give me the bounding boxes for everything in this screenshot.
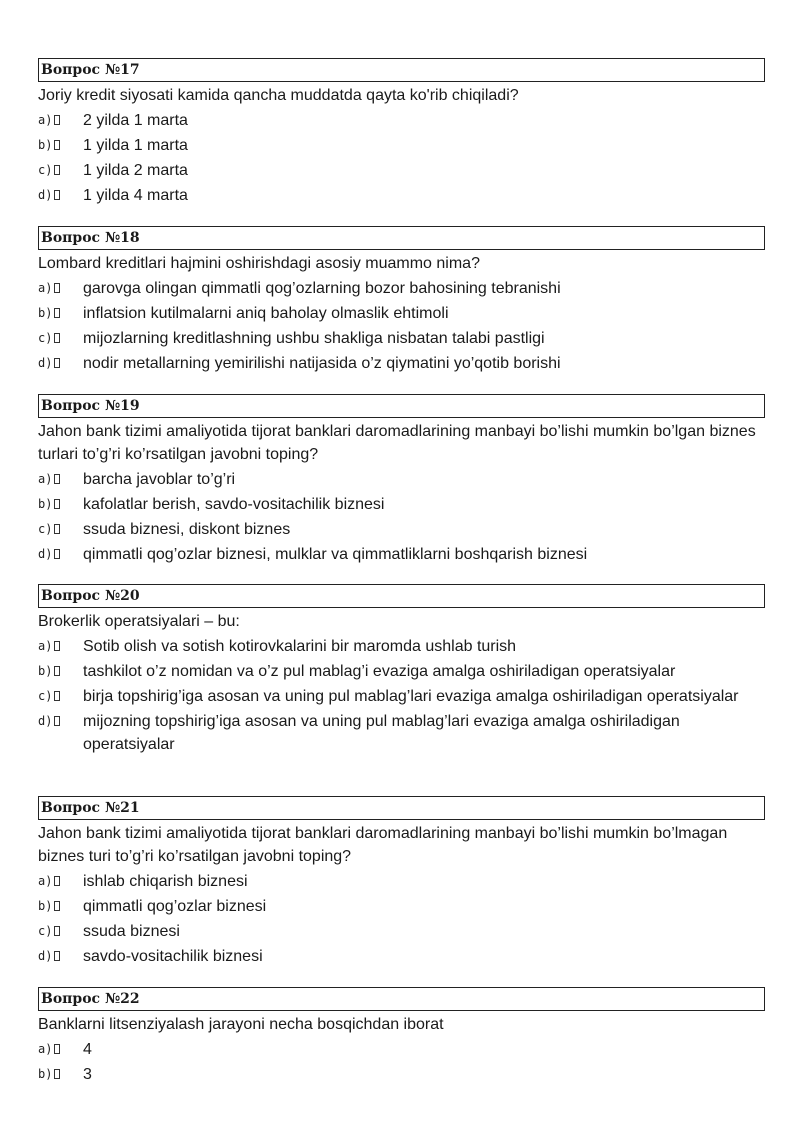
answer-option[interactable]: [38, 518, 765, 541]
option-text: 3: [83, 1066, 92, 1083]
question-block: [38, 226, 765, 377]
answer-option[interactable]: [38, 710, 765, 756]
checkbox-icon[interactable]: [54, 358, 60, 368]
option-key: c): [38, 163, 53, 177]
option-text: 1 yilda 1 marta: [83, 137, 188, 154]
question-block: [38, 987, 765, 1088]
option-key: a): [38, 281, 53, 295]
option-text: Sotib olish va sotish kotirovkalarini bir maromda ushlab turish: [83, 638, 517, 655]
option-key: d): [38, 547, 53, 561]
option-text: mijozlarning kreditlashning ushbu shakliga nisbatan talabi pastligi: [83, 330, 545, 347]
option-key: a): [38, 1042, 53, 1056]
option-key: a): [38, 472, 53, 486]
question-heading: Вопрос №21: [38, 796, 765, 820]
option-text: 1 yilda 2 marta: [83, 162, 188, 179]
option-key: c): [38, 522, 53, 536]
answer-option[interactable]: [38, 134, 765, 157]
answer-option[interactable]: [38, 1063, 765, 1086]
option-key: d): [38, 188, 53, 202]
option-key: a): [38, 113, 53, 127]
question-heading: Вопрос №18: [38, 226, 765, 250]
answer-option[interactable]: [38, 1038, 765, 1061]
question-text: Jahon bank tizimi amaliyotida tijorat banklari daromadlarining manbayi bo’lishi mumkin bo’lgan biznes turlari to’g’ri ko’rsatilgan javobni toping?: [38, 423, 756, 463]
question-block: [38, 394, 765, 568]
option-key: c): [38, 689, 53, 703]
option-key: b): [38, 138, 53, 152]
answer-option[interactable]: [38, 159, 765, 182]
checkbox-icon[interactable]: [54, 666, 60, 676]
question-block: [38, 58, 765, 209]
answer-option[interactable]: [38, 920, 765, 943]
option-key: d): [38, 356, 53, 370]
option-key: c): [38, 924, 53, 938]
answer-option[interactable]: [38, 685, 765, 708]
answer-option[interactable]: [38, 468, 765, 491]
checkbox-icon[interactable]: [54, 926, 60, 936]
checkbox-icon[interactable]: [54, 951, 60, 961]
answer-option[interactable]: [38, 493, 765, 516]
question-text: Brokerlik operatsiyalari – bu:: [38, 613, 240, 630]
checkbox-icon[interactable]: [54, 524, 60, 534]
checkbox-icon[interactable]: [54, 549, 60, 559]
question-text: Jahon bank tizimi amaliyotida tijorat banklari daromadlarining manbayi bo’lishi mumkin bo’lmagan biznes turi to’g’ri ko’rsatilgan javobni toping?: [38, 825, 728, 865]
answer-option[interactable]: [38, 870, 765, 893]
option-text: birja topshirig’iga asosan va uning pul mablag’lari evaziga amalga oshiriladigan operatsiyalar: [83, 688, 739, 705]
option-text: inflatsion kutilmalarni aniq baholay olmaslik ehtimoli: [83, 305, 449, 322]
question-heading: Вопрос №19: [38, 394, 765, 418]
checkbox-icon[interactable]: [54, 283, 60, 293]
option-key: b): [38, 306, 53, 320]
option-text: 4: [83, 1041, 92, 1058]
checkbox-icon[interactable]: [54, 333, 60, 343]
answer-option[interactable]: [38, 327, 765, 350]
option-key: a): [38, 639, 53, 653]
option-key: b): [38, 899, 53, 913]
question-block: [38, 796, 765, 970]
option-key: a): [38, 874, 53, 888]
answer-option[interactable]: [38, 543, 765, 566]
question-heading: Вопрос №22: [38, 987, 765, 1011]
option-text: qimmatli qog’ozlar biznesi, mulklar va qimmatliklarni boshqarish biznesi: [83, 546, 588, 563]
checkbox-icon[interactable]: [54, 474, 60, 484]
option-text: 2 yilda 1 marta: [83, 112, 188, 129]
checkbox-icon[interactable]: [54, 691, 60, 701]
checkbox-icon[interactable]: [54, 716, 60, 726]
option-text: tashkilot o’z nomidan va o’z pul mablag’i evaziga amalga oshiriladigan operatsiyalar: [83, 663, 676, 680]
option-key: b): [38, 497, 53, 511]
option-text: ishlab chiqarish biznesi: [83, 873, 248, 890]
checkbox-icon[interactable]: [54, 876, 60, 886]
checkbox-icon[interactable]: [54, 1044, 60, 1054]
answer-option[interactable]: [38, 895, 765, 918]
option-text: qimmatli qog’ozlar biznesi: [83, 898, 267, 915]
checkbox-icon[interactable]: [54, 165, 60, 175]
option-text: mijozning topshirig’iga asosan va uning pul mablag’lari evaziga amalga oshiriladigan operatsiyalar: [83, 713, 680, 753]
checkbox-icon[interactable]: [54, 901, 60, 911]
option-text: garovga olingan qimmatli qog’ozlarning bozor bahosining tebranishi: [83, 280, 561, 297]
checkbox-icon[interactable]: [54, 499, 60, 509]
option-text: ssuda biznesi, diskont biznes: [83, 521, 291, 538]
question-heading: Вопрос №20: [38, 584, 765, 608]
option-key: d): [38, 949, 53, 963]
checkbox-icon[interactable]: [54, 308, 60, 318]
question-text: Banklarni litsenziyalash jarayoni necha bosqichdan iborat: [38, 1016, 444, 1033]
option-text: kafolatlar berish, savdo-vositachilik biznesi: [83, 496, 385, 513]
option-key: c): [38, 331, 53, 345]
question-text: Joriy kredit siyosati kamida qancha muddatda qayta ko'rib chiqiladi?: [38, 87, 519, 104]
option-text: nodir metallarning yemirilishi natijasida o’z qiymatini yo’qotib borishi: [83, 355, 561, 372]
option-key: b): [38, 664, 53, 678]
question-block: [38, 584, 765, 758]
checkbox-icon[interactable]: [54, 190, 60, 200]
answer-option[interactable]: [38, 109, 765, 132]
checkbox-icon[interactable]: [54, 641, 60, 651]
question-heading: Вопрос №17: [38, 58, 765, 82]
answer-option[interactable]: [38, 352, 765, 375]
option-text: ssuda biznesi: [83, 923, 180, 940]
option-text: savdo-vositachilik biznesi: [83, 948, 263, 965]
checkbox-icon[interactable]: [54, 140, 60, 150]
answer-option[interactable]: [38, 635, 765, 658]
question-text: Lombard kreditlari hajmini oshirishdagi asosiy muammo nima?: [38, 255, 480, 272]
option-text: 1 yilda 4 marta: [83, 187, 188, 204]
checkbox-icon[interactable]: [54, 115, 60, 125]
answer-option[interactable]: [38, 660, 765, 683]
answer-option[interactable]: [38, 184, 765, 207]
option-text: barcha javoblar to’g’ri: [83, 471, 236, 488]
answer-option[interactable]: [38, 302, 765, 325]
answer-option[interactable]: [38, 945, 765, 968]
answer-option[interactable]: [38, 277, 765, 300]
checkbox-icon[interactable]: [54, 1069, 60, 1079]
option-key: d): [38, 714, 53, 728]
option-key: b): [38, 1067, 53, 1081]
